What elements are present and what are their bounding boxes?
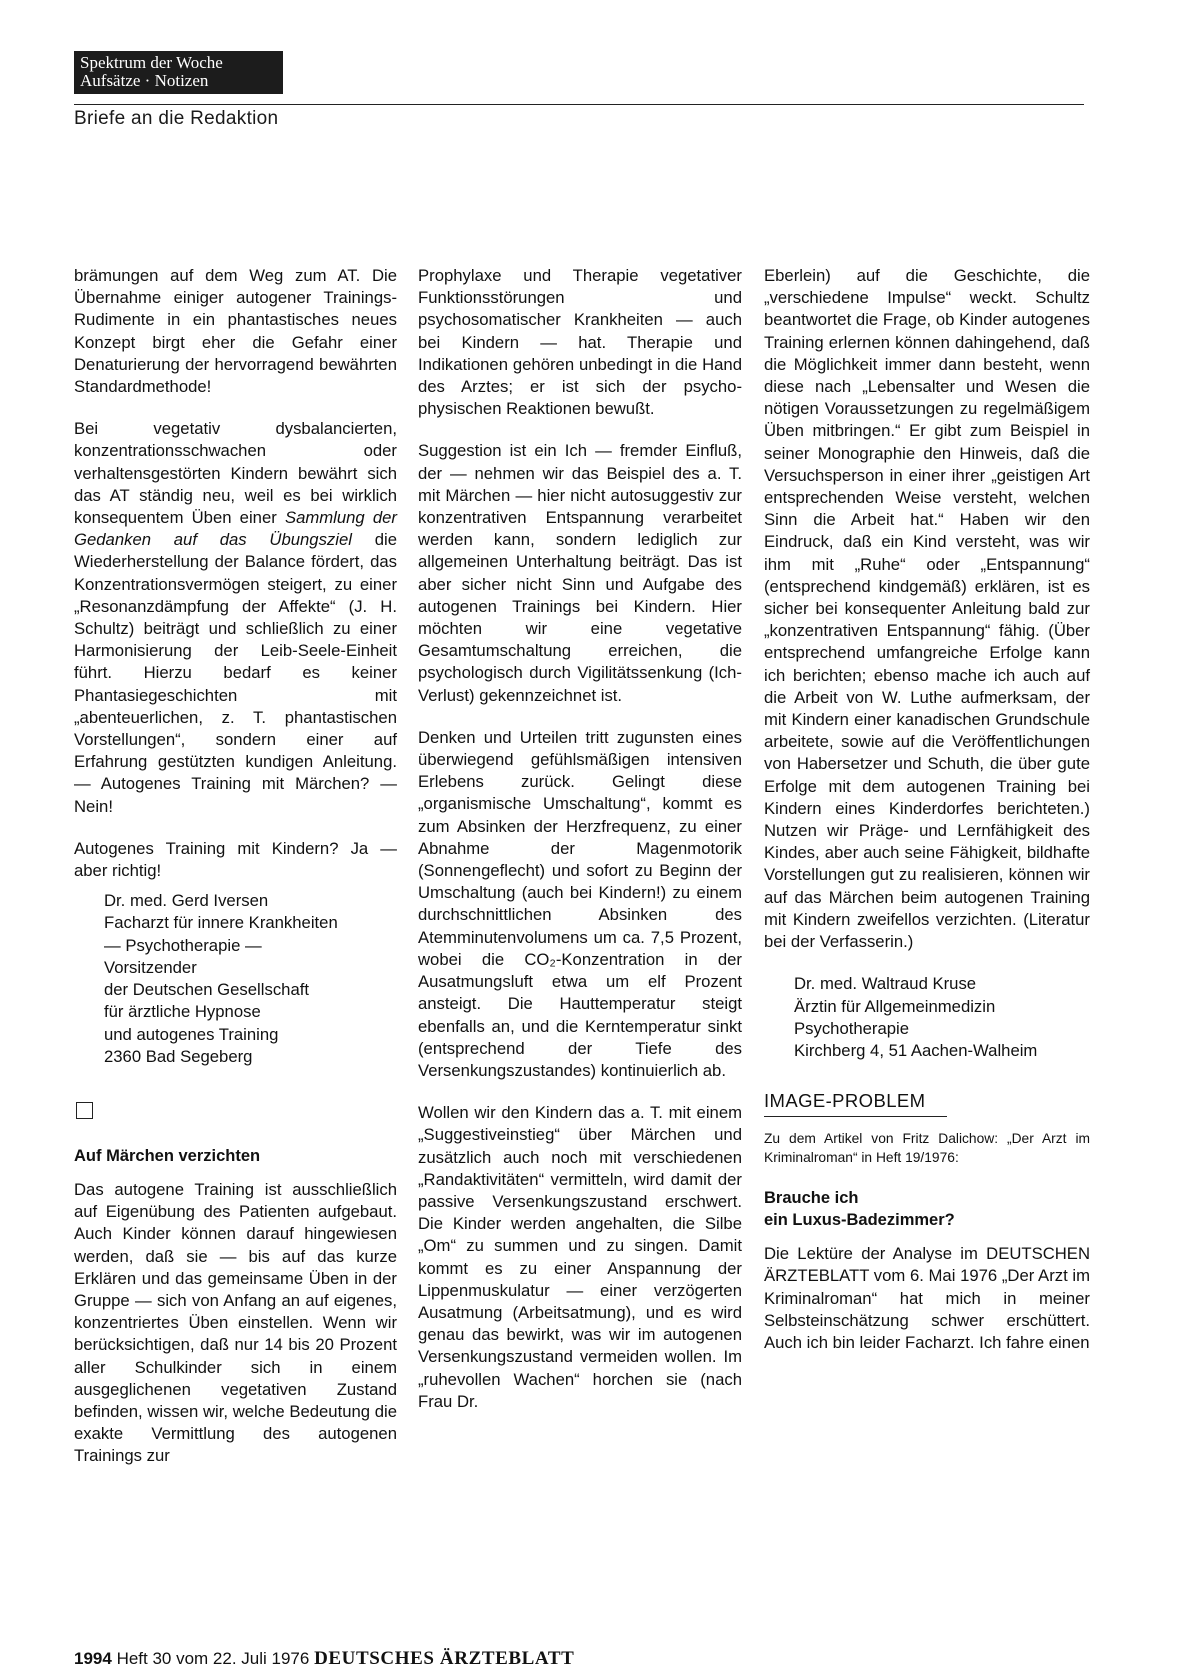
signature-line: — Psychotherapie —	[104, 935, 262, 955]
paragraph: Autogenes Training mit Kindern? Ja — aber richtig!	[74, 838, 397, 881]
signature-line: Ärztin für Allgemeinmedizin	[794, 996, 996, 1016]
signature-line: Dr. med. Waltraud Kruse	[794, 974, 977, 994]
paragraph: Denken und Urteilen tritt zugunsten eines überwiegend gefühlsmäßigen intensiven Erlebens zurück. Gelingt diese „organismische Umschaltung“, kommt es zum Absinken der Herzfrequenz, zu einer Abnahme der Magenmotorik (Sonnengeflecht) und sofort zu Beginn der Umschaltung (auch bei Kindern!) zu einem durchschnittlichen Absinken des Atemminutenvolumens um ca. 7,5 Prozent, wobei die CO₂-Konzentration in der Ausatmungsluft etwa um elf Prozent ansteigt. Die Hauttemperatur steigt ebenfalls an, und die Kerntemperatur sinkt (entsprechend der Tiefe des Versenkungszustandes) kontinuierlich ab.	[418, 727, 742, 1080]
header-rule	[74, 104, 1084, 105]
signature-line: Facharzt für innere Krankheiten	[104, 913, 338, 933]
signature-block	[794, 973, 1090, 1062]
reference-note: Zu dem Artikel von Fritz Dalichow: „Der Arzt im Kriminalroman“ in Heft 19/1976:	[764, 1131, 1090, 1166]
paragraph: brämungen auf dem Weg zum AT. Die Übernahme einiger autogener Trainings-Rudimente in ein phantastisches neues Konzept birgt eher die Gefahr einer Denaturierung der hervorragend bewährten Standardmethode!	[74, 266, 397, 397]
paragraph: Die Lektüre der Analyse im DEUTSCHEN ÄRZTEBLATT vom 6. Mai 1976 „Der Arzt im Kriminalroman“ hat mich in meiner Selbsteinschätzung schwer erschüttert. Auch ich bin leider Facharzt. Ich fahre einen	[764, 1244, 1090, 1352]
signature-block	[104, 890, 397, 1068]
paragraph	[74, 418, 397, 818]
text-run: Bei vegetativ dysbalancierten, konzentrationsschwachen oder verhaltensgestörten Kindern bewährt sich das AT ständig neu, weil es bei wirklich konsequentem Üben einer	[74, 419, 397, 528]
rubric-line-1: Spektrum der Woche	[80, 53, 223, 72]
heading-line: ein Luxus-Badezimmer?	[764, 1211, 955, 1230]
paragraph: Eberlein) auf die Geschichte, die „verschiedene Impulse“ weckt. Schultz beantwortet die Frage, ob Kinder autogenes Training erlernen können dahingehend, daß die Möglichkeit immer dann besteht, wenn diese nach „Lebensalter und Wesen die nötigen Voraussetzungen zu regelmäßigem Üben mitbringen.“ Er gibt zum Beispiel in seiner Monographie den Hinweis, daß die Versuchsperson in einer ihrer „geistigen Art entsprechenden Weise versteht, welchen Sinn die Arbeit hat.“ Haben wir den Eindruck, daß ein Kind versteht, was wir ihm mit „Ruhe“ oder „Entspannung“ (entsprechend kindgemäß) erklären, ist es sicher bei konsequenter Anleitung bald zur „konzentrativen Entspannung“ fähig. (Über entsprechend umfangreiche Erfolge kann ich berichten; ebenso mache ich auch auf die Arbeit von W. Luthe aufmerksam, der mit Kindern einer kanadischen Grundschule arbeitete, sowie auf die Veröffentlichungen von Habersetzer und Schuth, die über gute Erfolge mit dem autogenen Training bei Kindern eines Kinderdorfes berichteten.) Nutzen wir Präge- und Lernfähigkeit des Kindes, aber auch seine Fähigkeit, bildhafte Vorstellungen gut zu realisieren, können wir auf das Märchen beim autogenen Training mit Kindern zweifellos verzichten. (Literatur bei der Verfasserin.)	[764, 266, 1090, 952]
rubric-line-2: Aufsätze · Notizen	[80, 71, 209, 90]
emphasis-text: Sammlung der Gedanken auf das Übungsziel	[74, 508, 397, 550]
signature-line: und autogenes Training	[104, 1024, 279, 1044]
page-footer	[74, 1648, 574, 1670]
signature-line: Dr. med. Gerd Iversen	[104, 891, 269, 911]
subsection-title: IMAGE-PROBLEM	[764, 1090, 926, 1112]
subsection-rule	[764, 1116, 947, 1117]
column-1	[74, 265, 397, 1488]
section-title: Briefe an die Redaktion	[74, 108, 279, 129]
signature-line: für ärztliche Hypnose	[104, 1002, 261, 1022]
letter-heading: Auf Märchen verzichten	[74, 1146, 261, 1165]
separator-square-icon	[76, 1102, 93, 1119]
rubric-box	[74, 51, 283, 94]
paragraph: Suggestion ist ein Ich — fremder Einfluß, der — nehmen wir das Beispiel des a. T. mit Märchen — hier nicht autosuggestiv zur konzentrativen Entspannung verarbeitet werden kann, sondern lediglich zur allgemeinen Unterhaltung beiträgt. Das ist aber sicher nicht Sinn und Aufgabe des autogenen Trainings bei Kindern. Hier möchten wir eine vegetative Gesamtumschaltung erreichen, die psychologisch durch Vigilitätssenkung (Ich-Verlust) gekennzeichnet ist.	[418, 441, 742, 705]
signature-line: 2360 Bad Segeberg	[104, 1046, 253, 1066]
signature-line: Vorsitzender	[104, 957, 197, 977]
column-2	[418, 265, 742, 1433]
text-run: die Wiederherstellung der Balance fördert, das Konzentrationsvermögen steigert, zu einer „Resonanzdämpfung der Affekte“ (J. H. Schultz) beiträgt und schließlich zu einer Harmonisierung der Leib-Seele-Einheit führt. Hierzu bedarf es keiner Phantasiegeschichten mit „abenteuerlichen, z. T. phantastischen Vorstellungen“, sondern einer auf Erfahrung gestützten kundigen Anleitung. — Autogenes Training mit Märchen? — Nein!	[74, 530, 397, 816]
signature-line: Kirchberg 4, 51 Aachen-Walheim	[794, 1040, 1038, 1060]
paragraph: Prophylaxe und Therapie vegetativer Funktionsstörungen und psychosomatischer Krankheiten — auch bei Kindern — hat. Therapie und Indikationen gehören unbedingt in die Hand des Arztes; er ist sich der psycho-physischen Reaktionen bewußt.	[418, 266, 742, 419]
paragraph: Das autogene Training ist ausschließlich auf Eigenübung des Patienten aufgebaut. Auch Kinder können darauf hingewiesen werden, daß sie — bis auf das kurze Erklären und das gemeinsame Üben in der Gruppe — sich von Anfang an auf eigenes, konzentriertes Üben einstellen. Wenn wir berücksichtigen, daß nur 14 bis 20 Prozent aller Schulkinder sich in einem ausgeglichenen vegetativen Zustand befinden, wissen wir, welche Bedeutung die exakte Vermittlung des autogenen Trainings zur	[74, 1179, 397, 1466]
column-3	[764, 265, 1090, 1374]
signature-line: Psychotherapie	[794, 1018, 910, 1038]
journal-name: DEUTSCHES ÄRZTEBLATT	[314, 1648, 575, 1669]
heading-line: Brauche ich	[764, 1189, 859, 1208]
signature-line: der Deutschen Gesellschaft	[104, 980, 309, 1000]
page-number: 1994	[74, 1649, 112, 1668]
issue-info: Heft 30 vom 22. Juli 1976	[116, 1649, 310, 1668]
paragraph: Wollen wir den Kindern das a. T. mit einem „Suggestiveinstieg“ über Märchen und zusätzlich auch noch mit verschiedenen „Randaktivitäten“ vermitteln, wird damit der passive Versenkungszustand erschwert. Die Kinder werden angehalten, die Silbe „Om“ zu summen und zu singen. Damit kommt es zu einer Anspannung der Lippenmuskulatur — einer verzögerten Ausatmung (Arbeitsatmung), und es wird genau das bewirkt, was wir im autogenen Versenkungszustand vermeiden wollen. Im „ruhevollen Wachen“ horchen sie (nach Frau Dr.	[418, 1103, 742, 1411]
letter-heading	[764, 1187, 1090, 1231]
